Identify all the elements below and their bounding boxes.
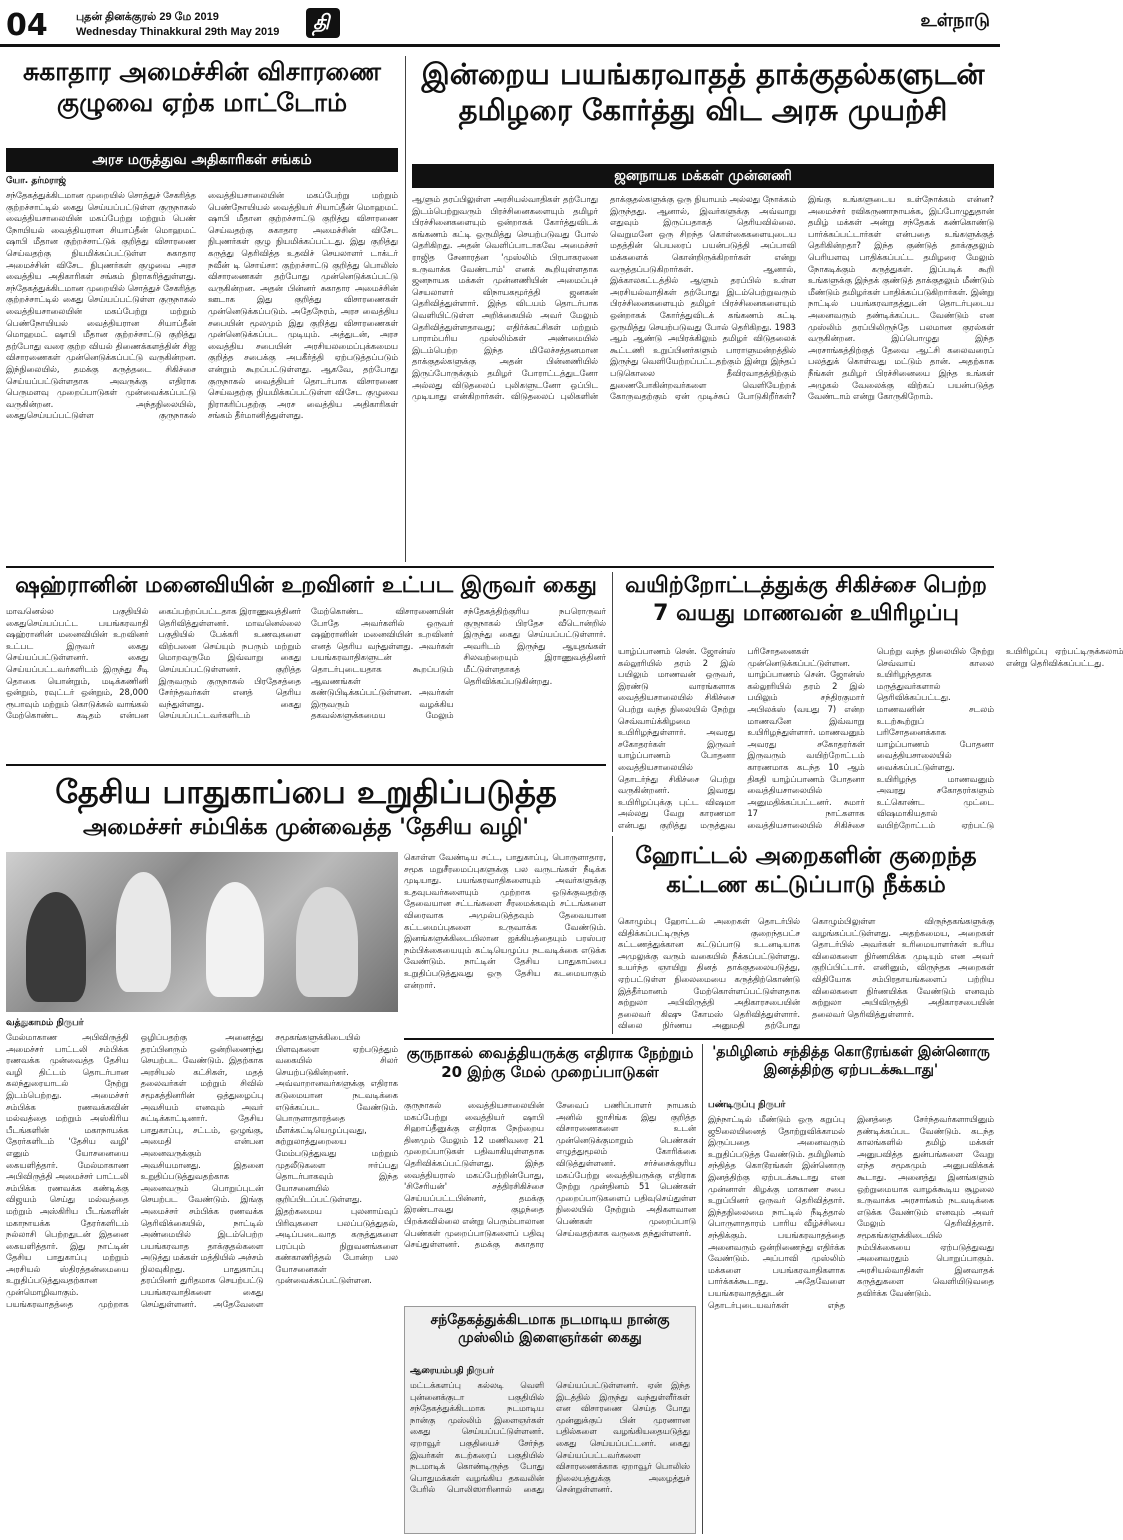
article-8-byline: ஆரையம்பதி நிருபர் xyxy=(410,1366,494,1376)
article-2-strap: ஜனநாயக மக்கள் முன்னணி xyxy=(412,164,994,188)
article-1-headline: சுகாதார அமைச்சின் விசாரணை குழுவை ஏற்க மாட்டோம் xyxy=(23,57,381,118)
section-rule xyxy=(404,1038,994,1040)
page-number: 04 xyxy=(6,8,48,43)
article-7-headline: குருநாகல் வைத்தியருக்கு எதிராக நேற்றும் 20 இற்கு மேல் முறைப்பாடுகள் xyxy=(406,1044,694,1081)
logo-glyph: தி xyxy=(313,10,330,34)
article-9-body: இந்நாட்டில் மீண்டும் ஒரு கறுப்பு ஜூலையினைத் தோற்றுவிக்காமல் இருப்பதை அனைவரும் உறுதிப்படுத்த வேண்டும். தமிழினம் சந்தித்த கொடூரங்கள் இன்னொரு இனத்திற்கு ஏற்படக்கூடாது என முன்னாள் கிழக்கு மாகாண சபை உறுப்பினர் ஒருவர் தெரிவித்தார். இந்தநிலைமை நாட்டில் நீடித்தால் பொருளாதாரம் பாரிய வீழ்ச்சியை சந்திக்கும். பயங்கரவாதத்தை அனைவரும் ஒன்றிணைந்து எதிர்க்க வேண்டும். அப்பாவி முஸ்லிம் மக்களை பயங்கரவாதிகளாக பார்க்கக்கூடாது. அதேவேளை பயங்கரவாதத்துடன் தொடர்புடையவர்கள் எந்த இனத்தை சேர்ந்தவர்களாயினும் தண்டிக்கப்பட வேண்டும். கடந்த காலங்களில் தமிழ் மக்கள் அனுபவித்த துன்பங்களை வேறு எந்த சமூகமும் அனுபவிக்கக் கூடாது. அனைத்து இனங்களும் ஒற்றுமையாக வாழக்கூடிய சூழலை உருவாக்க அரசாங்கம் நடவடிக்கை எடுக்க வேண்டும் எனவும் அவர் மேலும் தெரிவித்தார். சமூகங்களுக்கிடையில் நம்பிக்கையை ஏற்படுத்துவது அனைவரதும் பொறுப்பாகும். அரசியல்வாதிகள் இனவாதக் கருத்துகளை வெளியிடுவதை தவிர்க்க வேண்டும். xyxy=(708,1114,994,1310)
photo-person xyxy=(206,882,264,997)
meeting-photo xyxy=(6,852,398,1012)
edition-line-english: Wednesday Thinakkural 29th May 2019 xyxy=(76,26,280,38)
column-divider xyxy=(702,1044,703,1534)
article-8-body: மட்டக்களப்பு கல்லடி வெளி புன்னைக்குடா பகுதியில் சந்தேகத்துக்கிடமாக நடமாடிய நான்கு முஸ்லிம் இளைஞர்கள் கைது செய்யப்பட்டுள்ளனர். ஏறாவூர் பகுதியைச் சேர்ந்த இவர்கள் கடற்கரைப் பகுதியில் நடமாடிக் கொண்டிருந்த போது பொதுமக்கள் வழங்கிய தகவலின் பேரில் பொலிஸாரினால் கைது செய்யப்பட்டுள்ளனர். ஏன் இந்த இடத்தில் இருந்து வந்துள்ளீர்கள் என விசாரணை செய்த போது முன்னுக்குப் பின் முரணான பதில்களை வழங்கியதையடுத்து கைது செய்யப்பட்டனர். கைது செய்யப்பட்டவர்களை விசாரணைக்காக ஏறாவூர் பொலிஸ் நிலையத்துக்கு அழைத்துச் சென்றுள்ளனர். xyxy=(410,1380,690,1495)
section-rule xyxy=(6,566,994,568)
edition-line-tamil: புதன் தினக்குரல் 29 மே 2019 xyxy=(76,11,219,23)
article-5-body: மேல்மாகாண அபிவிருத்தி அமைச்சர் பாட்டலி சம்பிக்க ரணவக்க முன்வைத்த தேசிய வழி திட்டம் தொடர்பான கலந்துரையாடல் நேற்று இடம்பெற்றது. அமைச்சர் சம்பிக்க ரணவக்கவின் மல்வத்தை மற்றும் அஸ்கிரிய பீடங்களின் மகாநாயக்க தேரர்களிடம் 'தேசிய வழி' எனும் யோசனையை கையளித்தார். மேல்மாகாண அபிவிருத்தி அமைச்சர் பாட்டலி சம்பிக்க ரணவக்க கண்டிக்கு விஜயம் செய்து மல்வத்தை மற்றும் அஸ்கிரிய பீடங்களின் மகாநாயக்க தேரர்களிடம் நல்லாசி பெற்றதுடன் இதனை கையளித்தார். இது நாட்டின் தேசிய பாதுகாப்பு மற்றும் அரசியல் ஸ்திரத்தன்மையை உறுதிப்படுத்துவதற்கான முன்மொழிவாகும். பயங்கரவாதத்தை முற்றாக ஒழிப்பதற்கு அனைத்து தரப்பினரும் ஒன்றிணைந்து செயற்பட வேண்டும். இதற்காக அரசியல் கட்சிகள், மதத் தலைவர்கள் மற்றும் சிவில் சமூகத்தினரின் ஒத்துழைப்பு அவசியம் எனவும் அவர் சுட்டிக்காட்டினார். தேசிய பாதுகாப்பு, சட்டம், ஒழுங்கு, அமைதி என்பன அனைவருக்கும் அவசியமானது. இதனை உறுதிப்படுத்துவதற்காக அனைவரும் பொறுப்புடன் செயற்பட வேண்டும். இங்கு அமைச்சர் சம்பிக்க ரணவக்க தெரிவிக்கையில், நாட்டில் அண்மையில் இடம்பெற்ற பயங்கரவாத தாக்குதல்களை அடுத்து மக்கள் மத்தியில் அச்சம் நிலவுகிறது. பாதுகாப்பு தரப்பினர் துரிதமாக செயற்பட்டு பயங்கரவாதிகளை கைது செய்துள்ளனர். அதேவேளை சமூகங்களுக்கிடையில் பிளவுகளை ஏற்படுத்தும் வகையில் சிலர் செயற்படுகின்றனர். அவ்வாறானவர்களுக்கு எதிராக கடுமையான நடவடிக்கை எடுக்கப்பட வேண்டும். பொருளாதாரத்தை மீளக்கட்டியெழுப்புவது, சுற்றுலாத்துறையை மேம்படுத்துவது மற்றும் முதலீடுகளை ஈர்ப்பது தொடர்பாகவும் இந்த யோசனையில் குறிப்பிடப்பட்டுள்ளது. இதற்கமைய புலனாய்வுப் பிரிவுகளை பலப்படுத்துதல், அடிப்படைவாத கருத்துகளை பரப்பும் நிறுவனங்களை கண்காணித்தல் போன்ற பல யோசனைகள் முன்வைக்கப்பட்டுள்ளன. xyxy=(6,1032,398,1309)
article-7-body: குருநாகல் வைத்தியசாலையின் மகப்பேற்று வைத்தியர் ஷாபி சிஹாப்தீனுக்கு எதிராக நேற்றைய தினமும் மேலும் 12 மணிவரை 21 முறைப்பாடுகள் பதிவாகியுள்ளதாக தெரிவிக்கப்பட்டுள்ளது. இந்த வைத்தியரால் மகப்பேற்றின்போது, 'சிசேரியன்' சத்திரசிகிச்சை செய்யப்பட்டபின்னர், தமக்கு இரண்டாவது குழந்தை பிறக்கவில்லை என்று பெரும்பாலான பெண்கள் முறைப்பாடுகளைப் பதிவு செய்துள்ளனர். தமக்கு சுகாதார சேவைப் பணிப்பாளர் நாயகம் அனில் ஜாசிங்க இது குறித்த விசாரணைகளை உடன் முன்னெடுக்குமாறும் பெண்கள் எழுத்துமூலம் கோரிக்கை விடுத்துள்ளனர். சர்ச்சைக்குரிய மகப்பேற்று வைத்தியருக்கு எதிராக நேற்று முன்தினம் 51 பெண்கள் முறைப்பாடுகளைப் பதிவுசெய்துள்ள நிலையில் நேற்றும் அதிகளவான பெண்கள் முறைப்பாடு செய்வதற்காக வருகை தந்துள்ளனர். xyxy=(404,1100,696,1250)
article-4-body: யாழ்ப்பாணம் சென். ஜோன்ஸ் கல்லூரியில் தரம் 2 இல் பயிலும் மாணவன் ஒருவர், இரண்டு வாரங்களாக வைத்தியசாலையில் சிகிச்சை பெற்று வந்த நிலையில் நேற்று செவ்வாய்க்கிழமை உயிரிழந்துள்ளார். அவரது சகோதரர்கள் இருவர் யாழ்ப்பாணம் போதனா வைத்தியசாலையில் தொடர்ந்து சிகிச்சை பெற்று வருகின்றனர். இவரது உயிரிழப்புக்கு புட்ட விஷமா அல்லது வேறு காரணமா என்பது குறித்து மருத்துவ பரிசோதனைகள் முன்னெடுக்கப்பட்டுள்ளன. யாழ்ப்பாணம் சென். ஜோன்ஸ் கல்லூரியில் தரம் 2 இல் பயிலும் சந்திரகுமார் அபிலக்ஸ் (வயது 7) என்ற மாணவனே இவ்வாறு உயிரிழந்துள்ளார். மாணவனும் அவரது சகோதரர்கள் இருவரும் வயிற்றோட்டம் காரணமாக கடந்த 10 ஆம் திகதி யாழ்ப்பாணம் போதனா வைத்தியசாலையில் அனுமதிக்கப்பட்டனர். சுமார் 17 நாட்களாக வைத்தியசாலையில் சிகிச்சை பெற்று வந்த நிலையில் நேற்று செவ்வாய் காலை உயிரிழந்ததாக மருத்துவர்களால் தெரிவிக்கப்பட்டது. மாணவனின் சடலம் உடற்கூற்றுப் பரிசோதனைக்காக யாழ்ப்பாணம் போதனா வைத்தியசாலையில் வைக்கப்பட்டுள்ளது. உயிரிழந்த மாணவனும் அவரது சகோதரர்களும் உட்கொண்ட முட்டை விஷமாகியதால் வயிற்றோட்டம் ஏற்பட்டு உயிரிழப்பு ஏற்பட்டிருக்கலாம் என்று தெரிவிக்கப்பட்டது. xyxy=(618,646,1123,830)
header-rule xyxy=(0,44,1000,47)
page-header xyxy=(0,0,1000,46)
column-divider xyxy=(612,572,613,832)
article-5-headline-line1: தேசிய பாதுகாப்பை உறுதிப்படுத்த xyxy=(55,773,557,811)
article-3-body: மாவனெல்ல பகுதியில் கைதுசெய்யப்பட்ட பயங்கரவாதி ஷஹ்ரானின் மனைவியின் உறவினர் உட்பட இருவர் கைது செய்யப்பட்டுள்ளனர். கைது செய்யப்பட்டவர்களிடம் இருந்து சீடி தொகை யொன்றும், மடிக்கணினி ஒன்றும், ரவுட்டர் ஒன்றும், 28,000 ரூபாவும் மற்றும் கொடுக்கல் வாங்கல் மேற்கொண்ட கடிதம் என்பன கைப்பற்றப்பட்டதாக இராணுவத்தினர் தெரிவித்துள்ளனர். மாவனெல்லை பகுதியில் பேக்கரி உணவுகளை விற்பனை செய்யும் நபரும் மற்றும் மொறவுருமே இவ்வாறு கைது செய்யப்பட்டுள்ளனர். குறித்த இருவரும் குருநாகல் பிரதேசத்தை சேர்ந்தவர்கள் எனத் தெரிய வந்துள்ளது. கைது செய்யப்பட்டவர்களிடம் மேற்கொண்ட விசாரணையின் போதே அவர்களில் ஒருவர் ஷஹ்ரானின் மனைவியின் உறவினர் எனத் தெரிய வந்துள்ளது. அவர்கள் பயங்கரவாதிகளுடன் தொடர்புடையதாக கூறப்படும் ஆவணங்கள் கண்டுபிடிக்கப்பட்டுள்ளன. அவர்கள் இருவரும் வழக்கிய தகவல்களுக்கமைய மேலும் சந்தேகத்திற்குரிய நபரொருவர் குருநாகல் பிரதேச வீடொன்றில் இருந்து கைது செய்யப்பட்டுள்ளார். அவரிடம் இருந்து ஆயுதங்கள் சிலவற்றையும் இராணுவத்தினர் மீட்டுள்ளதாகத் தெரிவிக்கப்படுகின்றது. xyxy=(6,606,606,721)
section-rule xyxy=(6,764,606,766)
article-2-body: ஆளும் தரப்பிலுள்ள அரசியல்வாதிகள் தற்போது இடம்பெற்றுவரும் பிரச்சினைகளையும் தமிழர் பிரச்சினைகளையும் ஒன்றாகக் கோர்த்துவிடக் கங்கணம் கட்டி ஒருமித்து செயற்படுவது போல் தெரிகிறது. அதன் வெளிப்பாடாகவே அமைச்சர் ராஜித சேனாரத்ன 'முஸ்லிம் பிரபாகரனை உருவாக்க வேண்டாம்' எனக் கூறியுள்ளதாக ஜனநாயக மக்கள் முன்னணியின் அமைப்புச் செயலாளர் விநாயகமூர்த்தி ஜனகன் தெரிவித்துள்ளார். இந்த விடயம் தொடர்பாக வெளியிட்டுள்ள அறிக்கையில் அவர் மேலும் தெரிவித்துள்ளதாவது; எதிர்க்கட்சிகள் மற்றும் பாராம்பரிய முஸ்லிம்கள் அண்மையில் இடம்பெற்ற இந்த மிலேச்சத்தனமான தாக்குதல்களுக்கு அதன் பின்னணியில் இருப்போருக்கும் தமிழர் போராட்டத்துடனோ அல்லது விடுதலைப் புலிகளுடனோ ஒப்பிட முடியாது என்கிறார்கள். விடுதலைப் புலிகளின் தாக்குதல்களுக்கு ஒரு நியாயம் அல்லது நோக்கம் இருந்தது. ஆனால், இவர்களுக்கு அவ்வாறு எதுவும் இருப்பதாகத் தெரியவில்லை. வெறுமனே ஒரு சிறந்த கொள்கைகளையுடைய மதத்தின் பெயரைப் பயன்படுத்தி அப்பாவி மக்களைக் கொன்றிருக்கிறார்கள் என்று வருத்தப்படுகிறார்கள். ஆனால், இக்காலகட்டத்தில் ஆளும் தரப்பில் உள்ள அரசியல்வாதிகள் தற்போது இடம்பெற்றுவரும் பிரச்சினைகளையும் தமிழர் பிரச்சினைகளையும் ஒன்றாகக் கோர்த்துவிடக் கங்கணம் கட்டி ஒருமித்து செயற்படுவது போல் தெரிகிறது. 1983 ஆம் ஆண்டு அபிரக்கிலும் தமிழர் விடுதலைக் கூட்டணி உறுப்பினர்களும் பாராளுமன்றத்தில் இருந்து வெளியேற்றப்பட்டதற்கும் இன்று இந்தப் படுகொலை தீவிரவாதத்திற்கும் துணைபோகின்றவர்களை வெளியேற்றக் கோருவதற்கும் ஏன் முடிச்சுப் போடுகிறீர்கள்? இங்கு உங்களுடைய உள்நோக்கம் என்ன? அமைச்சர் ரவிகருணாநாயக்க, இப்போழுதுதான் தமிழ் மக்கள் அன்று சந்தேகக் கண்கொண்டு பார்க்கப்பட்டார்கள் என்பதை உங்களுக்குத் தெரிகின்றதா? இந்த குண்டுத் தாக்குதலும் பெரியளவு பாதிக்கப்பட்ட தமிழரை மேலும் நோகடிக்கும் கருத்துகள். இப்படிக் கூறி உங்களுக்கு இந்தக் குண்டுத் தாக்குதலும் மீண்டும் மீண்டும் தமிழர்கள் பாதிக்கப்படுகிறார்கள். இன்று நாட்டில் பயங்கரவாதத்துடன் தொடர்புடைய அனைவரும் தண்டிக்கப்பட வேண்டும் என முஸ்லிம் தரப்பிலிருந்தே பலமான குரல்கள் வருகின்றன. இப்பொழுது இந்த அரசாங்கத்திற்குத் தேவை ஆட்சி கலைவரைப் பலத்துக் கொள்வது மட்டும் தான். அதற்காக நீங்கள் தமிழர் பிரச்சினையை இந்த உங்கள் அழுகல் வேலைக்கு விற்கப் பயன்படுத்த வேண்டாம் என்று கோருகிறோம். xyxy=(412,194,994,402)
article-5-side-text: கொள்ள வேண்டிய சட்ட, பாதுகாப்பு, பொருளாதார, சமூக மறுசீரமைப்புகளுக்கு பல வருடங்கள் நீடிக்க முடியாது. பயங்கரவாதிகளையும் அவர்களுக்கு உதவுபவர்களையும் முற்றாக ஒடுக்குவதற்கு தேவையான சட்டங்களை சீரமைக்கவும் சட்டங்களை விரைவாக அமுல்படுத்தவும் தேவையான கட்டமைப்புகளை உருவாக்க வேண்டும். இனங்களுக்கிடையிலான ஐக்கியத்தையும் பரஸ்பர நம்பிக்கையையும் கட்டியெழுப்ப நடவடிக்கை எடுக்க வேண்டும். நாட்டின் தேசிய பாதுகாப்பை உறுதிப்படுத்துவது ஒரு தேசிய கடமையாகும் என்றார். xyxy=(404,852,606,990)
article-9-headline: 'தமிழினம் சந்தித்த கொடூரங்கள் இன்னொரு இனத்திற்கு ஏற்படக்கூடாது' xyxy=(712,1044,990,1078)
photo-person xyxy=(296,887,358,997)
photo-person xyxy=(26,892,86,1002)
article-6-headline: ஹோட்டல் அறைகளின் குறைந்த கட்டண கட்டுப்பாடு நீக்கம் xyxy=(635,843,977,898)
article-1-strap: அரச மருத்துவ அதிகாரிகள் சங்கம் xyxy=(6,148,398,172)
edition-line xyxy=(76,10,279,40)
article-8-headline: சந்தேகத்துக்கிடமாக நடமாடிய நான்கு முஸ்லிம் இளைஞர்கள் கைது xyxy=(430,1312,670,1346)
article-4-headline: வயிற்றோட்டத்துக்கு சிகிச்சை பெற்ற 7 வயது மாணவன் உயிரிழப்பு xyxy=(625,573,987,626)
section-name: உள்நாடு xyxy=(920,10,990,31)
article-5-byline: வத்துகாமம் நிருபர் xyxy=(6,1018,84,1028)
article-1-byline: யோ. தர்மராஜ் xyxy=(6,176,67,186)
article-6-body: கொழும்பு ஹோட்டல் அறைகள் தொடர்பில் விதிக்கப்பட்டிருந்த குறைந்தபட்ச கட்டணத்துக்கான கட்டுப்பாடு உடனடியாக அமுலுக்கு வரும் வகையில் நீக்கப்பட்டுள்ளது. உயர்ந்த ஞாயிறு தினத் தாக்குதலையடுத்து, ஏற்பட்டுள்ள நிலைமையை கருத்திற்கொண்டு இத்தீர்மானம் மேற்கொள்ளப்பட்டுள்ளதாக சுற்றுலா அபிவிருத்தி அதிகாரசபையின் தலைவர் கிஷு கோமஸ் தெரிவித்துள்ளார். விலை நிர்ணய அனுமதி தற்போது கொழும்பிலுள்ள விருந்தகங்களுக்கு வழங்கப்பட்டுள்ளது. அதற்கமைய, அறைகள் தொடர்பில் அவர்கள் உரிமையாளர்கள் உரிய விலைகளை நிர்ணயிக்க முடியும் என அவர் குறிப்பிட்டார். எனினும், விருந்தக அறைகள் விதியோக சம்பிரதாயங்களைப் பற்றிய விலைகளை நிர்ணயிக்க வேண்டும் எனவும் சுற்றுலா அபிவிருத்தி அதிகாரசபையின் தலைவர் தெரிவித்துள்ளார். xyxy=(618,916,994,1031)
article-5-headline-line2: அமைச்சர் சம்பிக்க முன்வைத்த 'தேசிய வழி' xyxy=(82,815,530,840)
article-1-body: சந்தேகத்துக்கிடமான முறையில் சொத்துச் சேகரித்த குற்றச்சாட்டில் கைது செய்யப்பட்டுள்ள குருநாகல் வைத்தியசாலையின் மகப்பேற்று மற்றும் பெண் நோயியல் வைத்தியரான சியாப்தீன் மொஹமட் ஷாபி மீதான குற்றச்சாட்டுக் குறித்து விசாரணை செய்வதற்கு நியமிக்கப்பட்டுள்ள சுகாதார அமைச்சின் விசேட நிபுணர்கள் குழுவை அரச வைத்திய அதிகாரிகள் சங்கம் நிராகரித்துள்ளது. சந்தேகத்துக்கிடமான முறையில் சொத்துச் சேகரித்த குற்றச்சாட்டில் கைது செய்யப்பட்டுள்ள குருநாகல் வைத்தியசாலையின் மகப்பேற்று மற்றும் பெண்நோயியல் வைத்தியரான சியாப்தீன் மொஹமட் ஷாபி மீதான குற்றச்சாட்டு குறித்து தற்போது வரை குற்ற வியல் திணைக்களத்தின் சிஐ விசாரணைகள் முன்னெடுக்கப்பட்டு வருகின்றன. இந்நிலையில், தமக்கு கருத்தடை சிகிச்சை செய்யப்பட்டுள்ளதாக அவருக்கு எதிராக பெருமளவு முறைப்பாடுகள் முன்வைக்கப்பட்டு வருகின்றன. அந்தநிலையில், கைதுசெய்யப்பட்டுள்ள குருநாகல் வைத்தியசாலையின் மகப்பேற்று மற்றும் பெண்நோயியல் வைத்தியர் சியாப்தீன் மொஹமட் ஷாபி மீதான குற்றச்சாட்டு குறித்து விசாரணை செய்வதற்கு சுகாதார அமைச்சின் விசேட நிபுணர்கள் குழு நியமிக்கப்பட்டது. இது குறித்து கருத்து தெரிவித்த உதவிச் செயலாளர் டாக்டர் நவீன் டி சொய்சா: குற்றச்சாட்டு குறித்து பொலிஸ் விசாரணைகள் தற்போது முன்னெடுக்கப்பட்டு வருகின்றன. அதன் பின்னர் சுகாதார அமைச்சின் ஊடாக இது குறித்து விசாரணைகள் முன்னெடுக்கப்படும். அதேநேரம், அரச வைத்திய சபையின் மூலமும் இது குறித்து விசாரணைகள் முன்னெடுக்கப்பட முடியும். அத்துடன், அரச வைத்திய சபையின் அரசியலமைப்புக்கமைய குறித்த சபைக்கு அபகீர்த்தி ஏற்படுத்தப்படும் என்றும் கூறப்பட்டுள்ளது. ஆகவே, தற்போது குருநாகல் வைத்தியர் தொடர்பாக விசாரணை செய்வதற்கு நியமிக்கப்பட்டுள்ள விசேட குழுவை நிராகரிப்பதற்கு அரச வைத்திய அதிகாரிகள் சங்கம் தீர்மானித்துள்ளது. xyxy=(6,190,398,421)
newspaper-logo xyxy=(306,8,340,38)
photo-person xyxy=(116,872,171,992)
column-divider xyxy=(612,836,613,1034)
column-divider xyxy=(405,56,406,562)
article-2-headline: இன்றைய பயங்கரவாதத் தாக்குதல்களுடன் தமிழரை கோர்த்து விட அரசு முயற்சி xyxy=(421,57,985,128)
article-9-byline: பண்டிருப்பு நிருபர் xyxy=(708,1100,786,1110)
article-3-headline: ஷஹ்ரானின் மனைவியின் உறவினர் உட்பட இருவர் கைது xyxy=(15,573,597,598)
